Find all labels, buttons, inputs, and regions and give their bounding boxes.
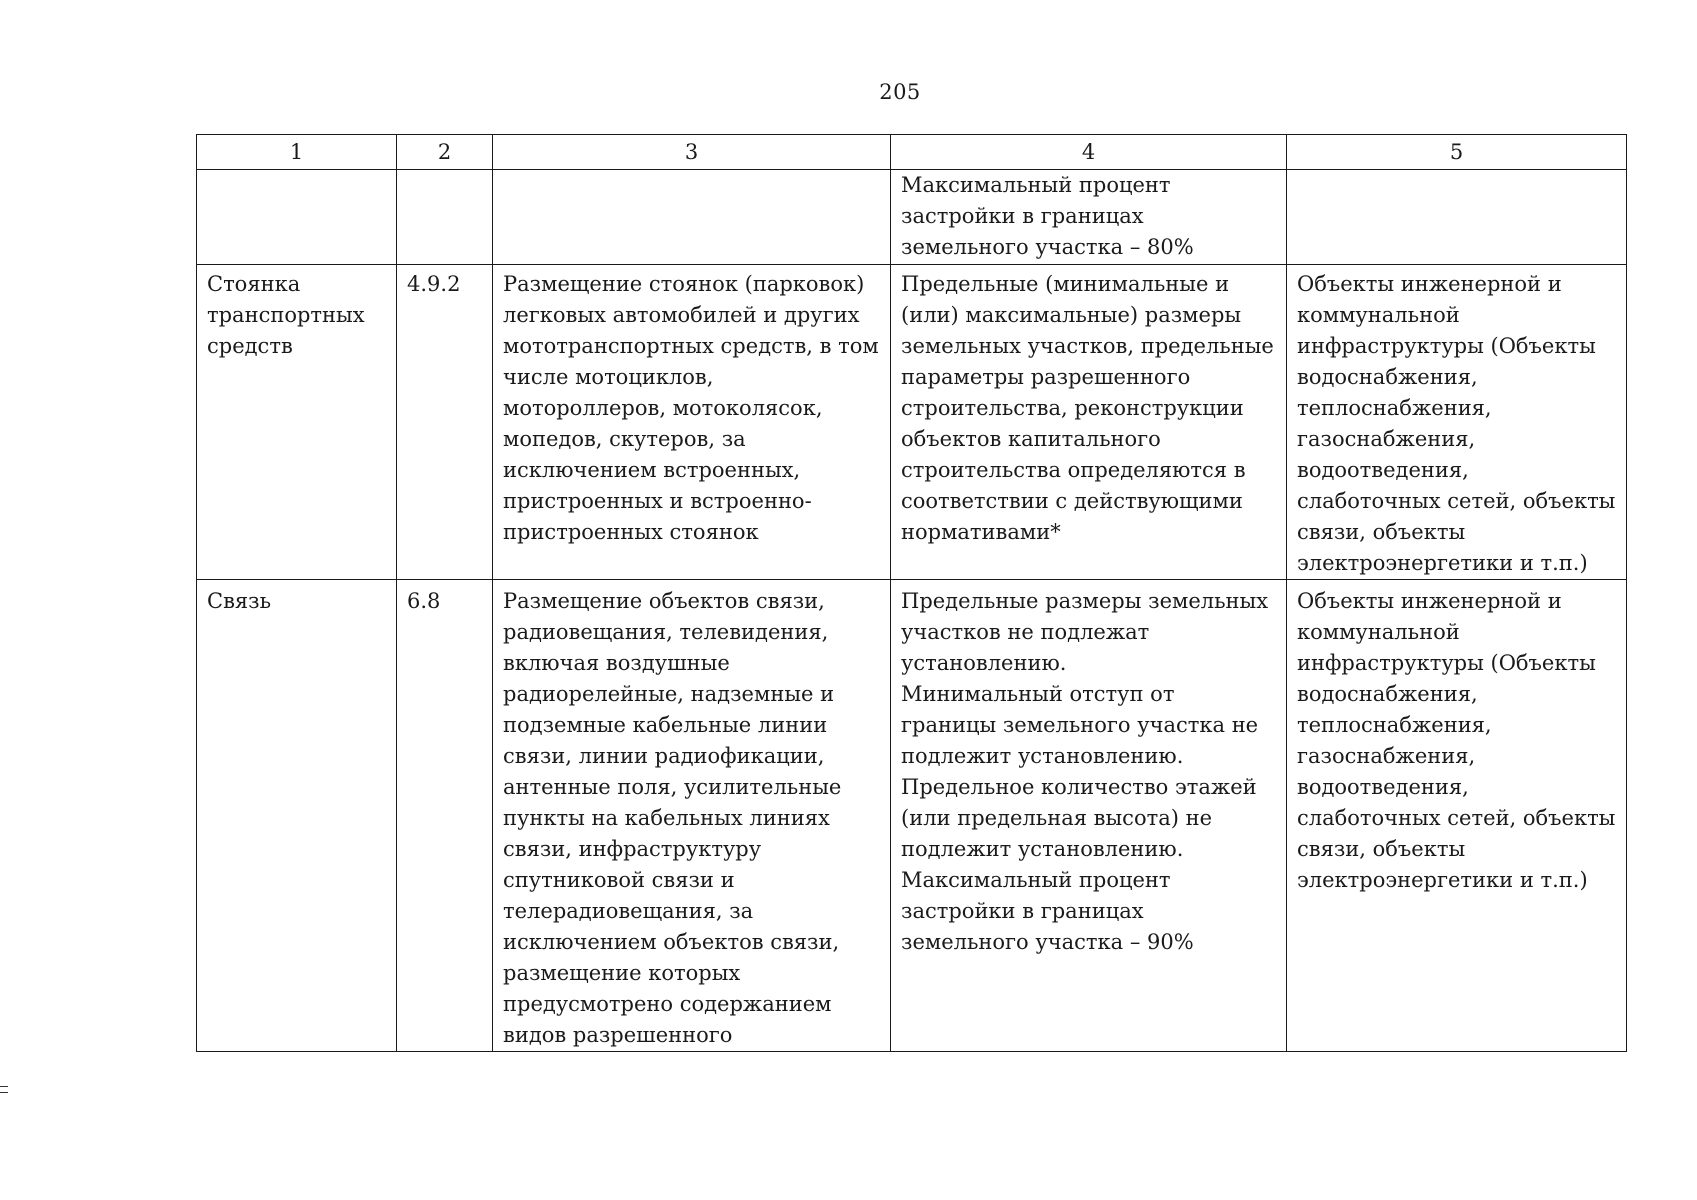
auxiliary-uses-cell: [1287, 170, 1627, 265]
table-header-row: [197, 135, 1627, 170]
table-row: [197, 265, 1627, 580]
parameter-line: Максимальный процент застройки в границах земельного участка – 90%: [901, 868, 1194, 954]
parameters-cell: Предельные (минимальные и (или) максимальные) размеры земельных участков, предельные параметры разрешенного строительства, реконструкции объектов капитального строительства определяются в соответствии с действующими нормативами*: [891, 265, 1287, 580]
use-code-cell: 6.8: [397, 580, 493, 1052]
use-code-cell: [397, 170, 493, 265]
parameters-cell: [891, 580, 1287, 1052]
use-code-cell: 4.9.2: [397, 265, 493, 580]
column-header: 2: [397, 135, 493, 170]
page-number: 205: [879, 80, 921, 104]
use-name-cell: Связь: [197, 580, 397, 1052]
use-description-cell: Размещение стоянок (парковок) легковых автомобилей и других мототранспортных средств, в том числе мотоциклов, мотороллеров, мотоколясок, мопедов, скутеров, за исключением встроенных, пристроенных и встроенно-пристроенных стоянок: [493, 265, 891, 580]
parameter-line: Минимальный отступ от границы земельного участка не подлежит установлению.: [901, 682, 1259, 768]
column-header: 3: [493, 135, 891, 170]
use-description-cell: Размещение объектов связи, радиовещания, телевидения, включая воздушные радиорелейные, надземные и подземные кабельные линии связи, линии радиофикации, антенные поля, усилительные пункты на кабельных линиях связи, инфраструктуру спутниковой связи и телерадиовещания, за исключением объектов связи, размещение которых предусмотрено содержанием видов разрешенного: [493, 580, 891, 1052]
column-header: 4: [891, 135, 1287, 170]
use-name-cell: Стоянка транспортных средств: [197, 265, 397, 580]
parameter-line: Предельное количество этажей (или предельная высота) не подлежит установлению.: [901, 775, 1257, 861]
column-header: 1: [197, 135, 397, 170]
parameters-cell: Максимальный процент застройки в границах земельного участка – 80%: [891, 170, 1287, 265]
table-row: [197, 580, 1627, 1052]
use-name-cell: [197, 170, 397, 265]
parameter-line: Предельные размеры земельных участков не подлежат установлению.: [901, 589, 1269, 675]
auxiliary-uses-cell: Объекты инженерной и коммунальной инфраструктуры (Объекты водоснабжения, теплоснабжения, газоснабжения, водоотведения, слаботочных сетей, объекты связи, объекты электроэнергетики и т.п.): [1287, 265, 1627, 580]
scan-margin-mark: [0, 1086, 8, 1093]
auxiliary-uses-cell: Объекты инженерной и коммунальной инфраструктуры (Объекты водоснабжения, теплоснабжения, газоснабжения, водоотведения, слаботочных сетей, объекты связи, объекты электроэнергетики и т.п.): [1287, 580, 1627, 1052]
table-row: [197, 170, 1627, 265]
column-header: 5: [1287, 135, 1627, 170]
use-description-cell: [493, 170, 891, 265]
land-use-table: [196, 134, 1627, 1052]
